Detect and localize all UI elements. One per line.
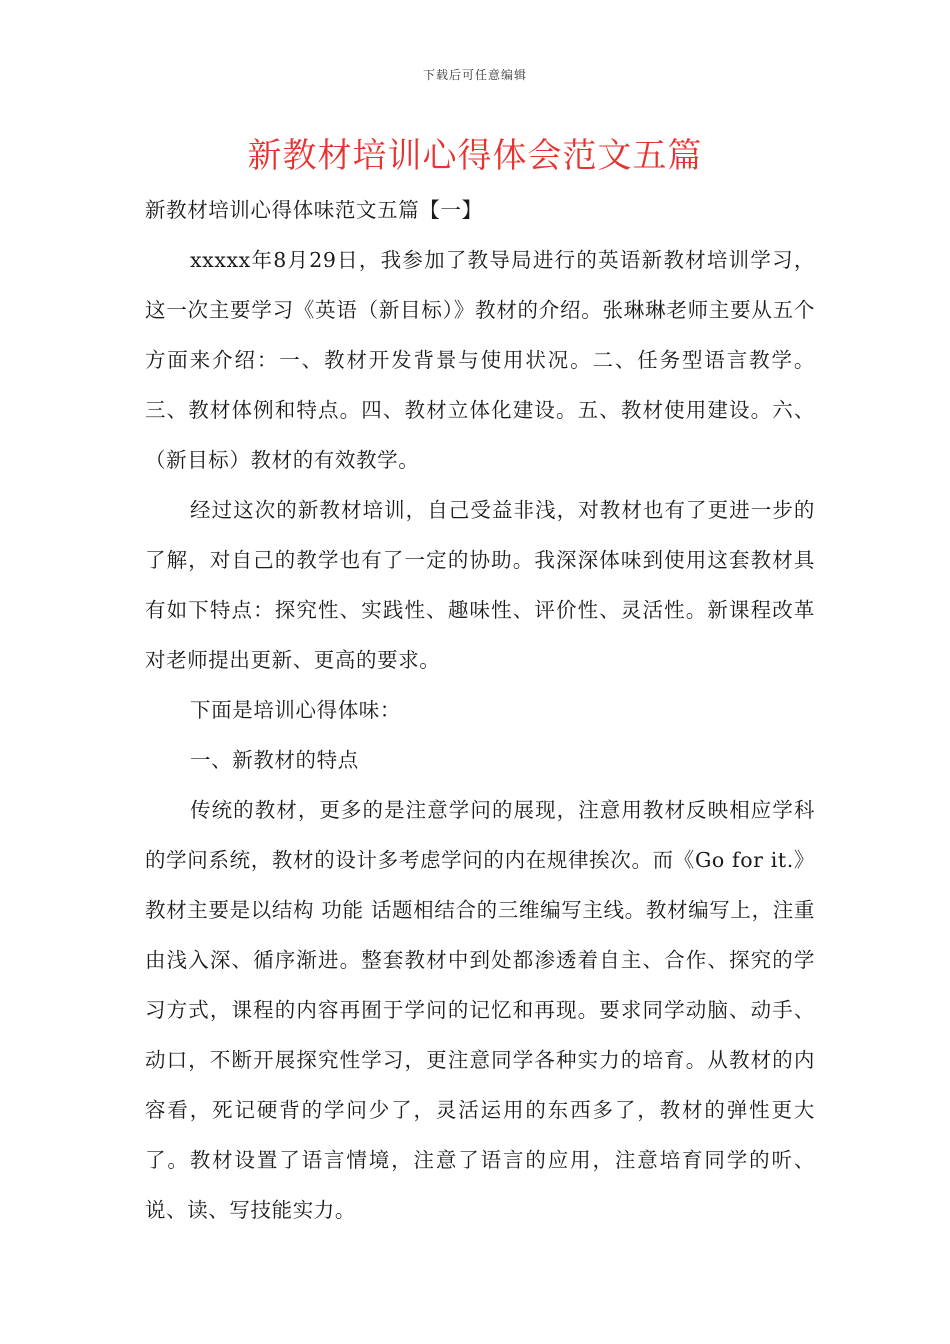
paragraph-lead-in: 下面是培训心得体味： (190, 698, 401, 722)
paragraph-features: 传统的教材，更多的是注意学问的展现，注意用教材反映相应学科的学问系统，教材的设计多考虑学问的内在规律挨次。而《Go for it.》教材主要是以结构 功能 话题相结合的三维编写主线。教材编写上，注重由浅入深、循序渐进。整套教材中到处都渗透着自主、合作、探究的学习方式，课程的内容再囿于学问的记忆和再现。要求同学动脑、动手、动口，不断开展探究性学习，更注意同学各种实力的培育。从教材的内容看，死记硬背的学问少了，灵活运用的东西多了，教材的弹性更大了。教材设置了语言情境，注意了语言的应用，注意培育同学的听、说、读、写技能实力。 (145, 798, 815, 1222)
paragraph-intro: xxxxx年8月29日，我参加了教导局进行的英语新教材培训学习，这一次主要学习《英语（新目标）》教材的介绍。张琳琳老师主要从五个方面来介绍：一、教材开发背景与使用状况。二、任务型语言教学。三、教材体例和特点。四、教材立体化建设。五、教材使用建设。六、（新目标）教材的有效教学。 (145, 248, 815, 472)
paragraph-experience: 经过这次的新教材培训，自己受益非浅，对教材也有了更进一步的了解，对自己的教学也有了一定的协助。我深深体味到使用这套教材具有如下特点：探究性、实践性、趣味性、评价性、灵活性。新课程改革对老师提出更新、更高的要求。 (145, 498, 815, 672)
document-body (145, 185, 815, 1235)
subheading-features: 一、新教材的特点 (190, 748, 359, 772)
header-note: 下载后可任意编辑 (422, 68, 527, 82)
section-heading: 新教材培训心得体味范文五篇【一】 (145, 198, 483, 222)
document-title: 新教材培训心得体会范文五篇 (247, 136, 703, 176)
